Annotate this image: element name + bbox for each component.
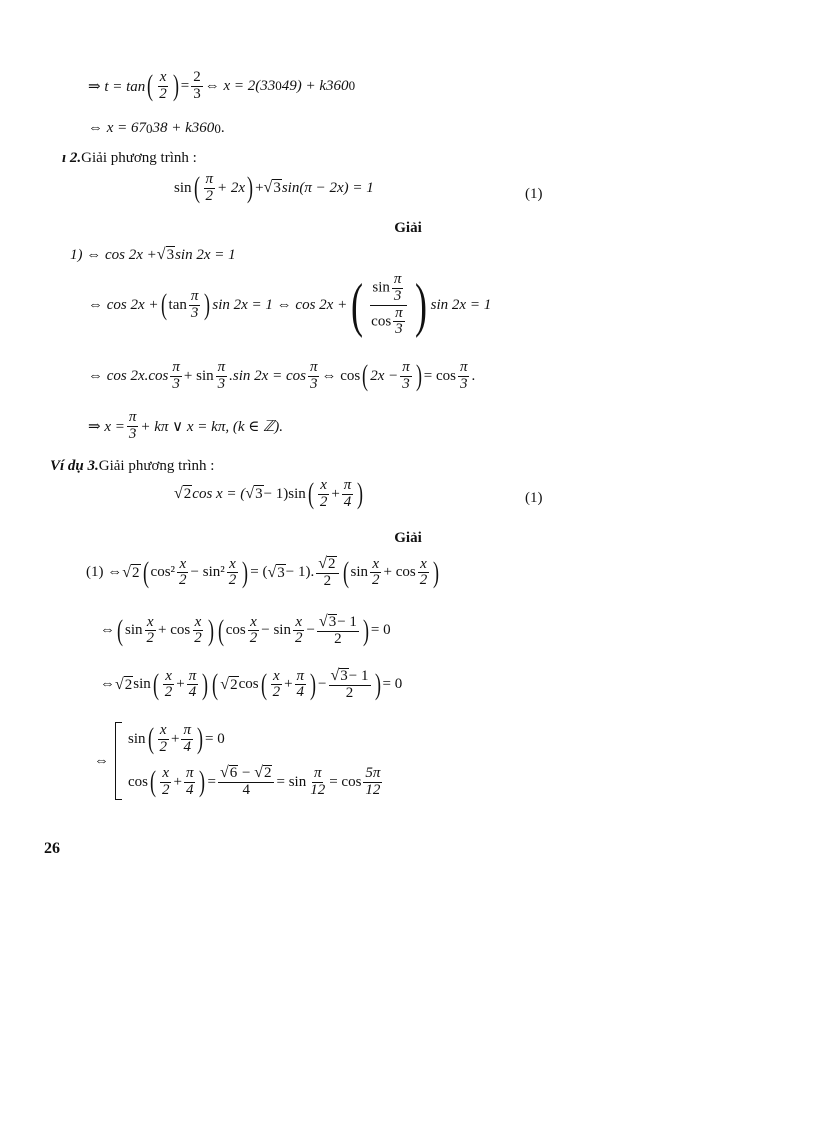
equation-line-1: ⇒ t = tan ( $\frac{x}{2}$ ) = $\frac{2}{3}$ ⇔ x = 2(33 0 49) + k360 0: [88, 69, 356, 103]
solution-heading: Giải: [394, 530, 422, 546]
equation-3: √ 2 cos x = ( √ 3 − 1)sin ( $\frac{x}{2}$ + $\frac{\pi}{4}$ ): [174, 477, 364, 511]
text: ⇔ x = 2(33: [204, 77, 276, 94]
example-2-heading: ı 2. Giải phương trình :: [62, 150, 197, 166]
equation-2: sin ( $\frac{\pi}{2}$ + 2x ) + √ 3 sin(π − 2x) = 1: [174, 171, 374, 205]
solution-line-3: ⇔ √ 2 sin ( $\frac{x}{2}$ + $\frac{\pi}{4}$ ) ( √ 2 cos ( $\frac{x}{2}$ + $\frac{\pi}{4}$ ) − √ 3 − 1 2 ) = 0: [100, 667, 403, 701]
equation-number: (1): [525, 490, 543, 506]
solution-line-2: ⇔ ( sin $\frac{x}{2}$ + cos $\frac{x}{2}$ ) ( cos $\frac{x}{2}$ − sin $\frac{x}{2}$ − √ 3 − 1 2 ) = 0: [100, 613, 391, 647]
solution-step-3: ⇔ cos 2x.cos $\frac{\pi}{3}$ + sin $\frac{\pi}{3}$ .sin 2x = cos $\frac{\pi}{3}$ ⇔ cos ( 2x − $\frac{\pi}{3}$ ) = cos $\frac{\pi}{3}$ .: [88, 359, 476, 393]
solution-step-4: ⇒ x = $\frac{\pi}{3}$ + kπ ∨ x = kπ, (k ∈ ℤ).: [88, 409, 284, 442]
page-number: 26: [44, 840, 60, 857]
solution-step-1: 1) ⇔ cos 2x + √ 3 sin 2x = 1: [70, 246, 236, 263]
example-3-heading: Ví dụ 3. Giải phương trình :: [50, 458, 215, 474]
text: =: [180, 77, 190, 94]
equation-line-2: ⇔ x = 67 0 38 + k360 0 .: [88, 120, 225, 136]
solution-heading: Giải: [394, 220, 422, 236]
solution-line-1: (1) ⇔ √ 2 ( cos² $\frac{x}{2}$ − sin² $\frac{x}{2}$ ) = ( √ 3 − 1). √ 2 2 ( sin $\frac{x}{2}$ + cos $\frac{x}{2}$ ): [86, 555, 440, 589]
paren-group: ( $\frac{x}{2}$ ): [147, 69, 179, 103]
bracket: [115, 722, 122, 800]
equation-number: (1): [525, 186, 543, 202]
solution-step-2: ⇔ cos 2x + ( tan $\frac{\pi}{3}$ ) sin 2x = 1 ⇔ cos 2x + ( sin $\frac{\pi}{3}$ cos $\frac{\pi}{3}$ ) sin 2x = 1: [88, 271, 492, 338]
solution-line-4: ⇔ sin ( $\frac{x}{2}$ + $\frac{\pi}{4}$ ) = 0 cos ( $\frac{x}{2}$ + $\frac{\pi}{4}$ ) = √ 6 − √ 2 4 = sin $\frac{\pi}{12}$ = cos $\frac{5\pi}{12}$: [94, 721, 381, 799]
text: ⇒ t = tan: [88, 78, 146, 95]
